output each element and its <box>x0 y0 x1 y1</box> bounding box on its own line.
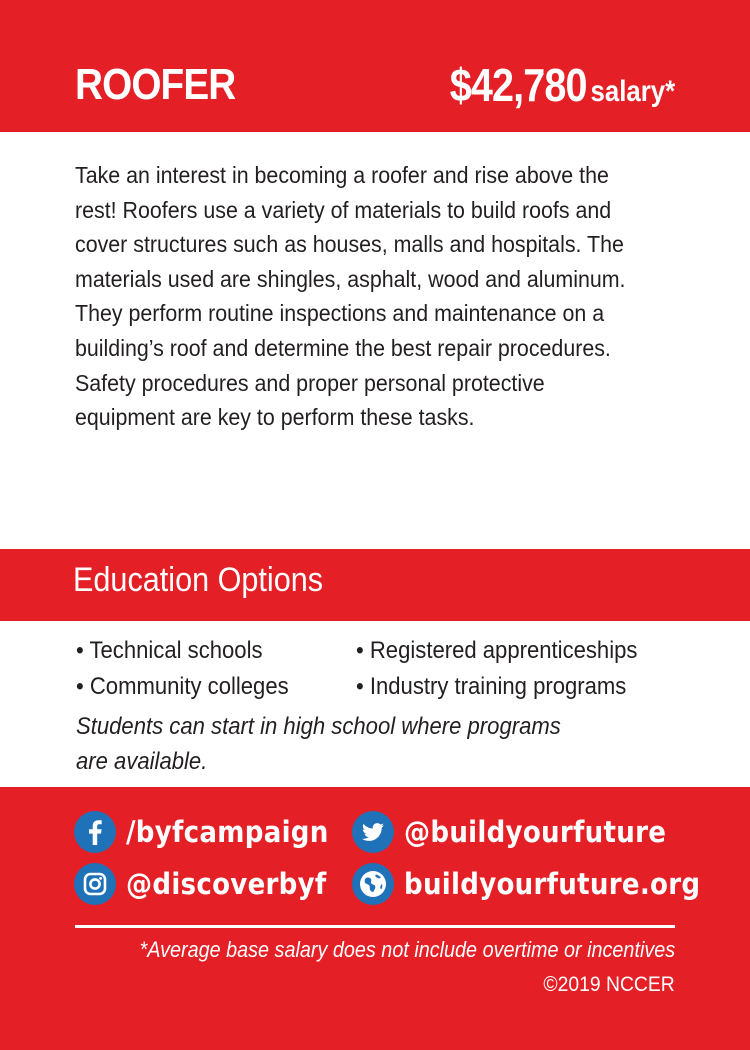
job-title: ROOFER <box>75 60 236 109</box>
education-heading: Education Options <box>73 561 324 599</box>
footer-band <box>0 787 750 1050</box>
education-option: • Technical schools <box>76 637 263 664</box>
education-note: Students can start in high school where programs are available. <box>76 713 561 775</box>
social-website[interactable] <box>352 863 733 905</box>
copyright: ©2019 NCCER <box>543 973 675 996</box>
globe-icon <box>352 863 394 905</box>
education-option: • Community colleges <box>76 673 289 700</box>
social-facebook[interactable] <box>74 811 351 853</box>
social-instagram[interactable] <box>74 863 349 905</box>
social-twitter[interactable] <box>352 811 695 853</box>
education-band <box>0 549 750 621</box>
instagram-icon <box>74 863 116 905</box>
education-option: • Industry training programs <box>356 673 627 700</box>
education-column-left <box>76 634 307 706</box>
salary-amount: $42,780 <box>449 59 587 111</box>
twitter-handle[interactable]: @buildyourfuture <box>404 815 667 849</box>
facebook-icon <box>74 811 116 853</box>
salary-disclaimer: *Average base salary does not include overtime or incentives <box>139 937 675 962</box>
job-description: Take an interest in becoming a roofer and rise above the rest! Roofers use a variety of materials to build roofs and cover structures such as houses, malls and hospitals. The materials used are shingles, asphalt, wood and aluminum. They perform routine inspections and maintenance on a building’s roof and determine the best repair procedures. Safety procedures and proper personal protective equipment are key to perform these tasks. <box>75 162 626 431</box>
instagram-handle[interactable]: @discoverbyf <box>126 867 327 901</box>
footer-divider <box>75 925 675 928</box>
salary-label: salary* <box>590 75 675 108</box>
education-column-right <box>356 634 662 706</box>
education-option: • Registered apprenticeships <box>356 637 638 664</box>
twitter-icon <box>352 811 394 853</box>
website-link[interactable]: buildyourfuture.org <box>404 867 701 901</box>
salary <box>450 58 675 112</box>
facebook-handle[interactable]: /byfcampaign <box>126 815 329 849</box>
header-band <box>0 0 750 132</box>
